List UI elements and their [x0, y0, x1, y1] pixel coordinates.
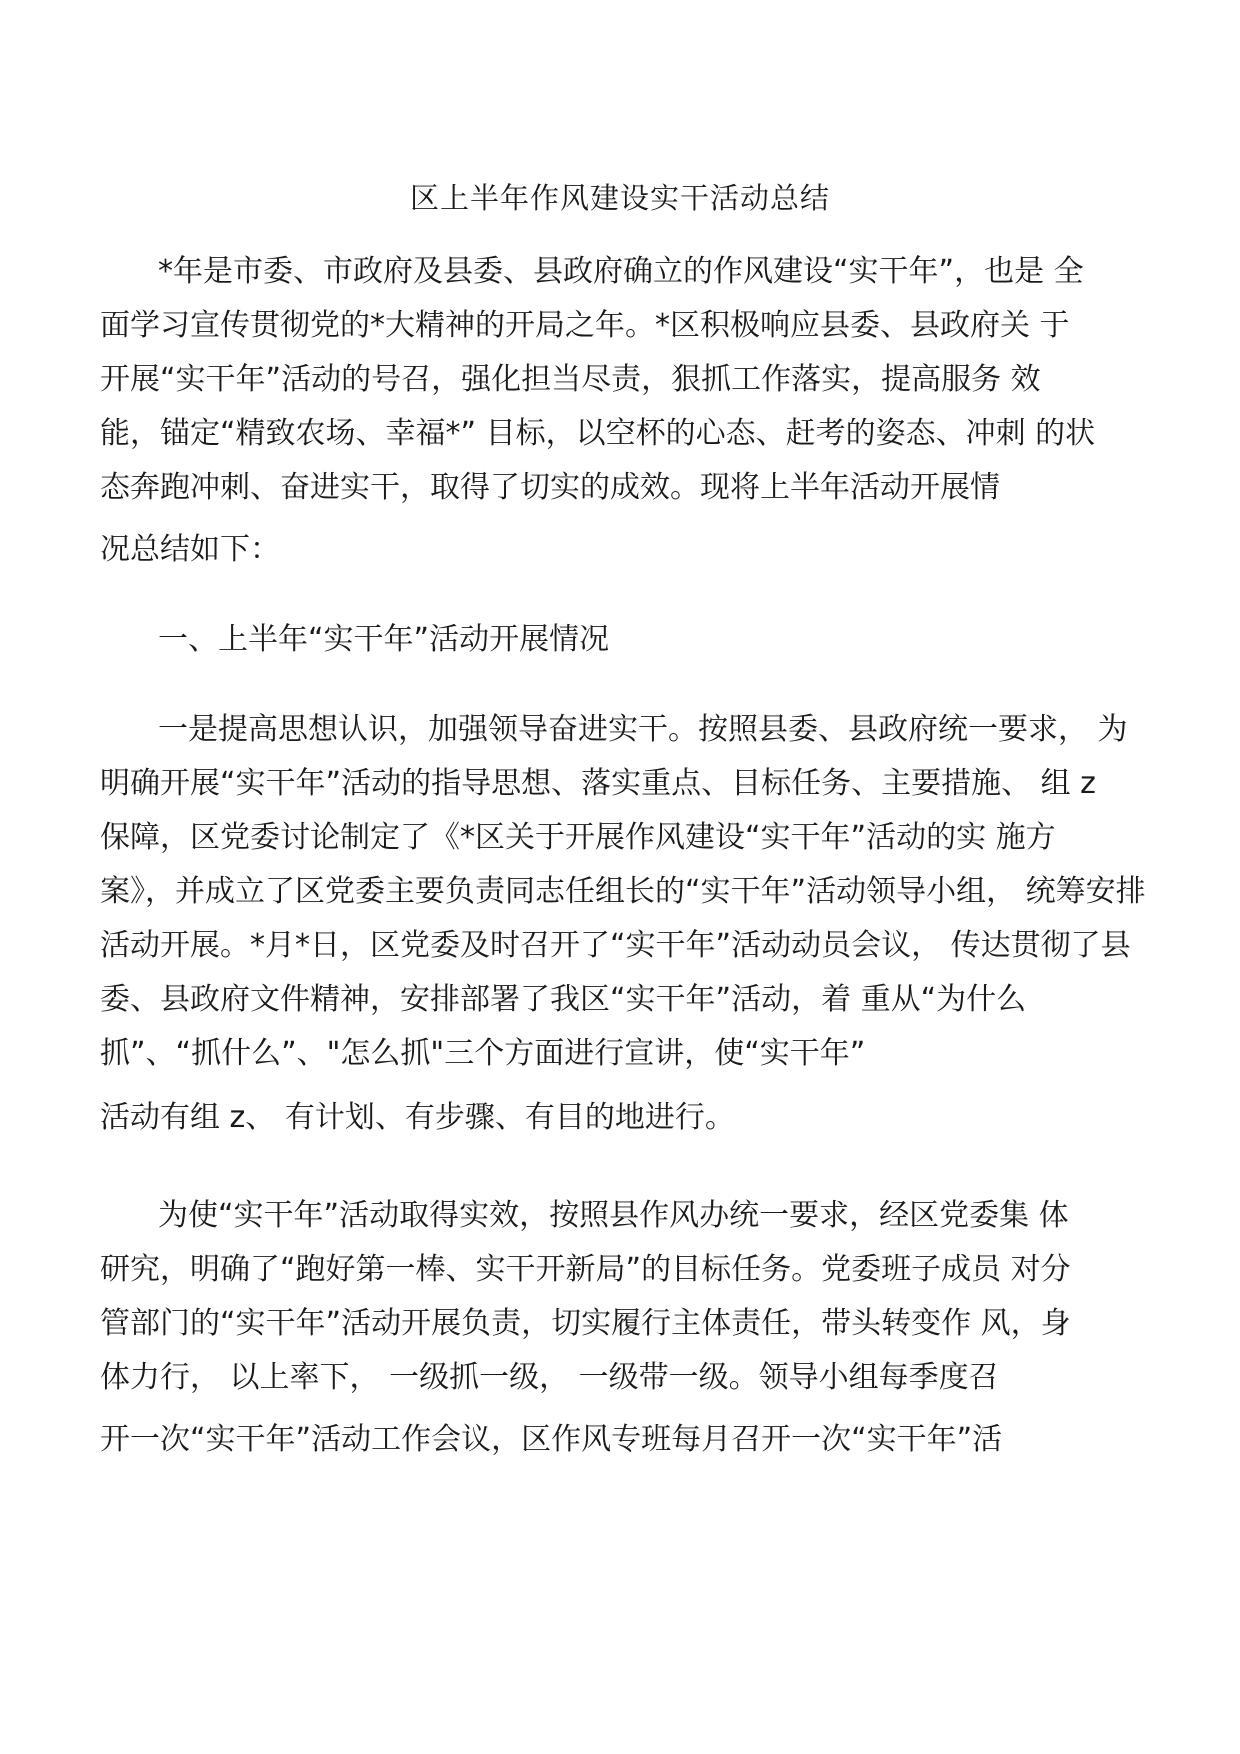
- paragraph-line: 活动有组 z、 有计划、有步骤、有目的地进行。: [100, 1100, 735, 1135]
- paragraph-line: 委、县政府文件精神，安排部署了我区“实干年”活动，着 重从“为什么: [100, 982, 1027, 1017]
- paragraph-line: 抓”、“抓什么”、"怎么抓"三个方面进行宣讲，使“实干年”: [100, 1036, 866, 1071]
- paragraph-line: 为使“实干年”活动取得实效，按照县作风办统一要求，经区党委集 体: [158, 1198, 1069, 1233]
- document-title: 区上半年作风建设实干活动总结: [409, 181, 830, 215]
- paragraph-line: 研究，明确了“跑好第一棒、实干开新局”的目标任务。党委班子成员 对分: [100, 1252, 1071, 1287]
- paragraph-line: 明确开展“实干年”活动的指导思想、落实重点、目标任务、主要措施、 组 z: [100, 766, 1096, 801]
- paragraph-line: 开一次“实干年”活动工作会议，区作风专班每月召开一次“实干年”活: [100, 1422, 1003, 1457]
- paragraph-line: 一是提高思想认识，加强领导奋进实干。按照县委、县政府统一要求， 为: [158, 712, 1128, 747]
- paragraph-line: 管部门的“实干年”活动开展负责，切实履行主体责任，带头转变作 风，身: [100, 1306, 1071, 1341]
- paragraph-line: 活动开展。*月*日，区党委及时召开了“实干年”活动动员会议， 传达贯彻了县: [100, 928, 1131, 963]
- paragraph-line: 开展“实干年”活动的号召，强化担当尽责，狠抓工作落实，提高服务 效: [100, 362, 1041, 397]
- paragraph-line: 况总结如下：: [100, 532, 280, 567]
- paragraph-line: 体力行， 以上率下， 一级抓一级， 一级带一级。领导小组每季度召: [100, 1360, 999, 1395]
- paragraph-line: 面学习宣传贯彻党的*大精神的开局之年。*区积极响应县委、县政府关 于: [100, 308, 1070, 343]
- paragraph-line: 能，锚定“精致农场、幸福*” 目标，以空杯的心态、赶考的姿态、冲刺 的状: [100, 416, 1096, 451]
- section-heading: 一、上半年“实干年”活动开展情况: [158, 622, 610, 657]
- paragraph-line: 态奔跑冲刺、奋进实干，取得了切实的成效。现将上半年活动开展情: [100, 470, 1000, 505]
- paragraph-line: 案》，并成立了区党委主要负责同志任组长的“实干年”活动领导小组， 统筹安排: [100, 874, 1146, 909]
- paragraph-line: *年是市委、市政府及县委、县政府确立的作风建设“实干年”，也是 全: [158, 254, 1084, 289]
- paragraph-line: 保障，区党委讨论制定了《*区关于开展作风建设“实干年”活动的实 施方: [100, 820, 1056, 855]
